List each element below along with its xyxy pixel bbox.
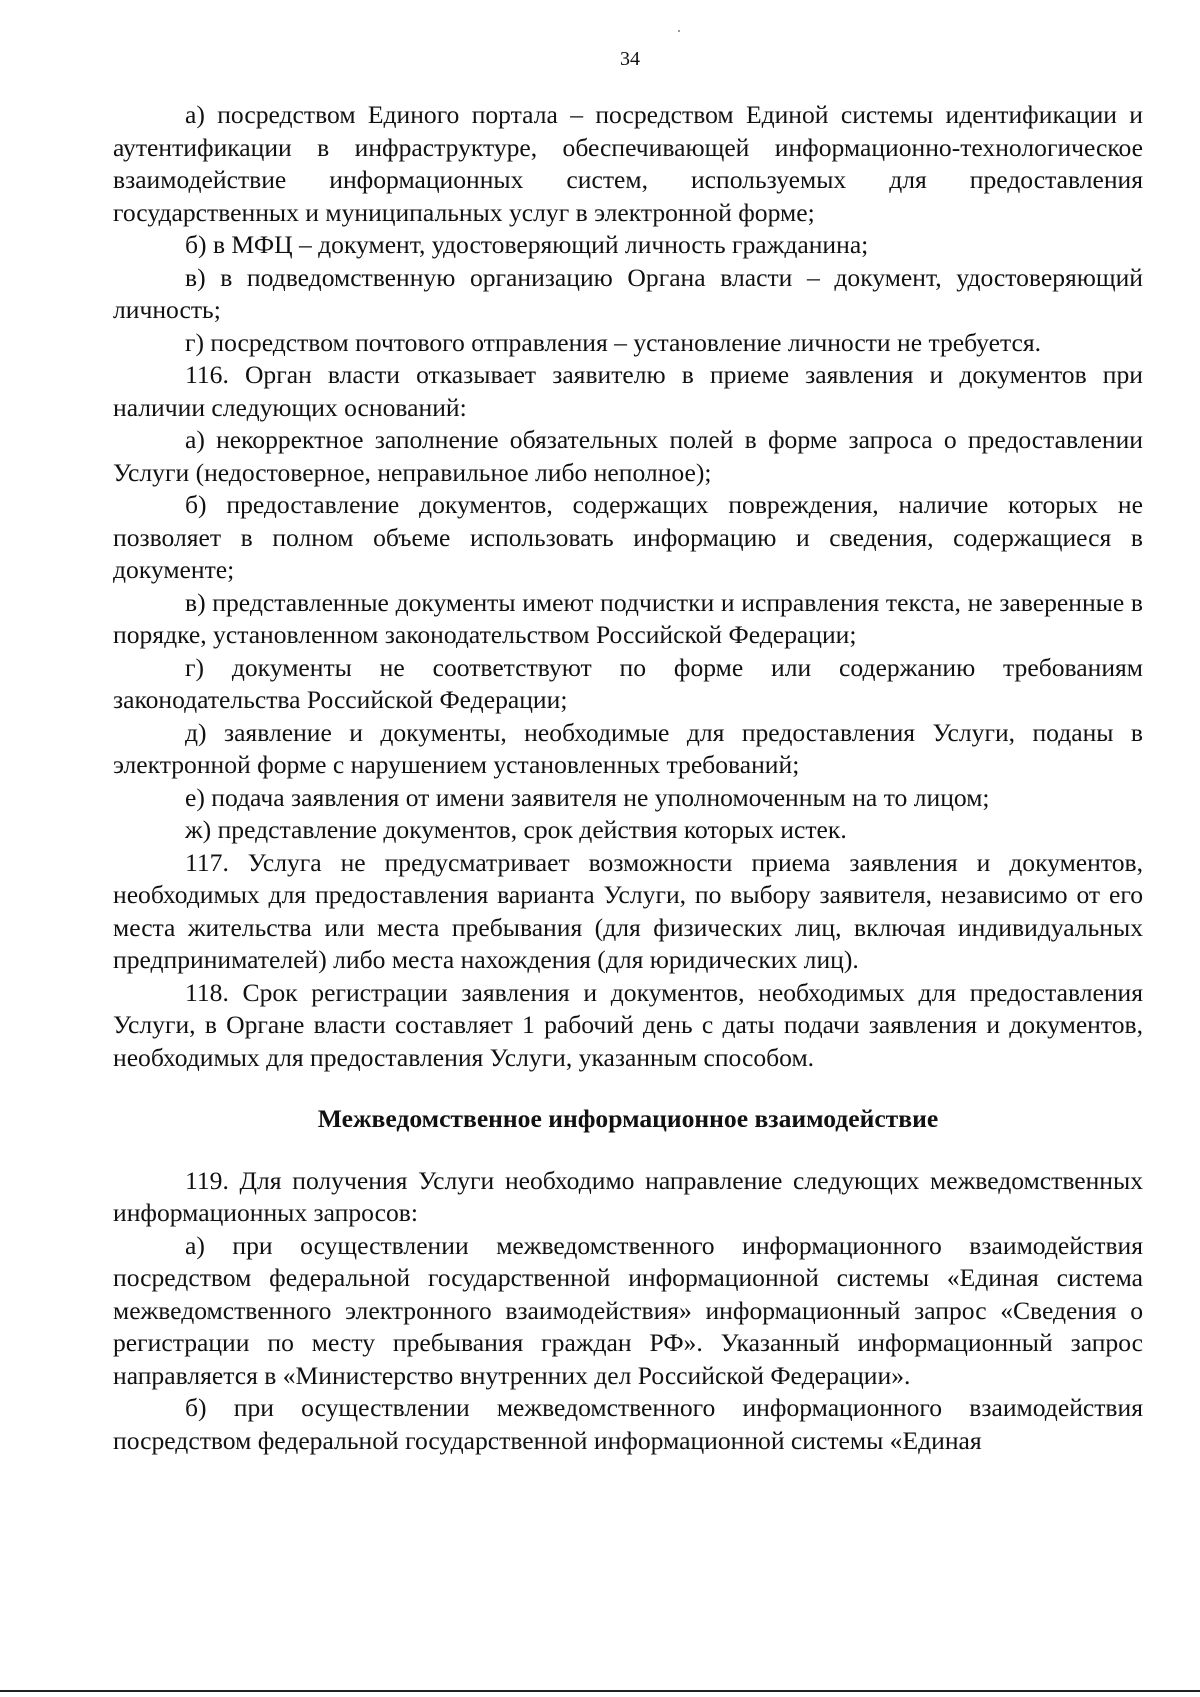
paragraph-119: 119. Для получения Услуги необходимо направление следующих межведомственных информационных запросов: <box>113 1165 1143 1227</box>
paragraph-119-b: б) при осуществлении межведомственного информационного взаимодействия посредством федеральной государственной информационной системы «Единая <box>113 1393 1143 1455</box>
paragraph-118: 118. Срок регистрации заявления и документов, необходимых для предоставления Услуги, в Органе власти составляет 1 рабочий день с даты подачи заявления и документов, необходимых для предоставления Услуги, указанным способом. <box>113 977 1143 1072</box>
bottom-rule <box>0 1690 1200 1692</box>
paragraph-116-zh: ж) представление документов, срок действия которых истек. <box>185 815 847 844</box>
page-number: 34 <box>620 48 640 70</box>
paragraph-116-a: а) некорректное заполнение обязательных полей в форме запроса о предоставлении Услуги (недостоверное, неправильное либо неполное); <box>113 425 1143 487</box>
paragraph-119-a: а) при осуществлении межведомственного информационного взаимодействия посредством федеральной государственной информационной системы «Единая система межведомственного электронного взаимодействия» информационный запрос «Сведения о регистрации по месту пребывания граждан РФ». Указанный информационный запрос направляется в «Министерство внутренних дел Российской Федерации». <box>113 1230 1143 1390</box>
paragraph-117: 117. Услуга не предусматривает возможности приема заявления и документов, необходимых для предоставления варианта Услуги, по выбору заявителя, независимо от его места жительства или места пребывания (для физических лиц, включая индивидуальных предпринимателей) либо места нахождения (для юридических лиц). <box>113 847 1143 974</box>
paragraph-116-b: б) предоставление документов, содержащих повреждения, наличие которых не позволяет в полном объеме использовать информацию и сведения, содержащиеся в документе; <box>113 490 1143 584</box>
document-body <box>113 99 1143 1457</box>
paragraph-116-d: д) заявление и документы, необходимые для предоставления Услуги, поданы в электронной форме с нарушением установленных требований; <box>113 717 1143 779</box>
paragraph-116-e: е) подача заявления от имени заявителя не уполномоченным на то лицом; <box>185 782 990 812</box>
paragraph-item-a-portal: а) посредством Единого портала – посредством Единой системы идентификации и аутентификации в инфраструктуре, обеспечивающей информационно-технологическое взаимодействие информационных систем, используемых для предоставления государственных и муниципальных услуг в электронной форме; <box>113 100 1143 227</box>
paragraph-116-v: в) представленные документы имеют подчистки и исправления текста, не заверенные в порядке, установленном законодательством Российской Федерации; <box>113 587 1143 649</box>
paragraph-item-b-mfc: б) в МФЦ – документ, удостоверяющий личность гражданина; <box>185 230 869 259</box>
paragraph-item-g-postal: г) посредством почтового отправления – установление личности не требуется. <box>185 327 1042 357</box>
paragraph-116-g: г) документы не соответствуют по форме или содержанию требованиям законодательства Российской Федерации; <box>113 652 1143 714</box>
section-heading: Межведомственное информационное взаимодействие <box>317 1104 939 1133</box>
scan-artifact <box>678 30 680 32</box>
paragraph-item-v-organization: в) в подведомственную организацию Органа власти – документ, удостоверяющий личность; <box>113 262 1143 324</box>
paragraph-116: 116. Орган власти отказывает заявителю в приеме заявления и документов при наличии следующих оснований: <box>113 360 1143 422</box>
